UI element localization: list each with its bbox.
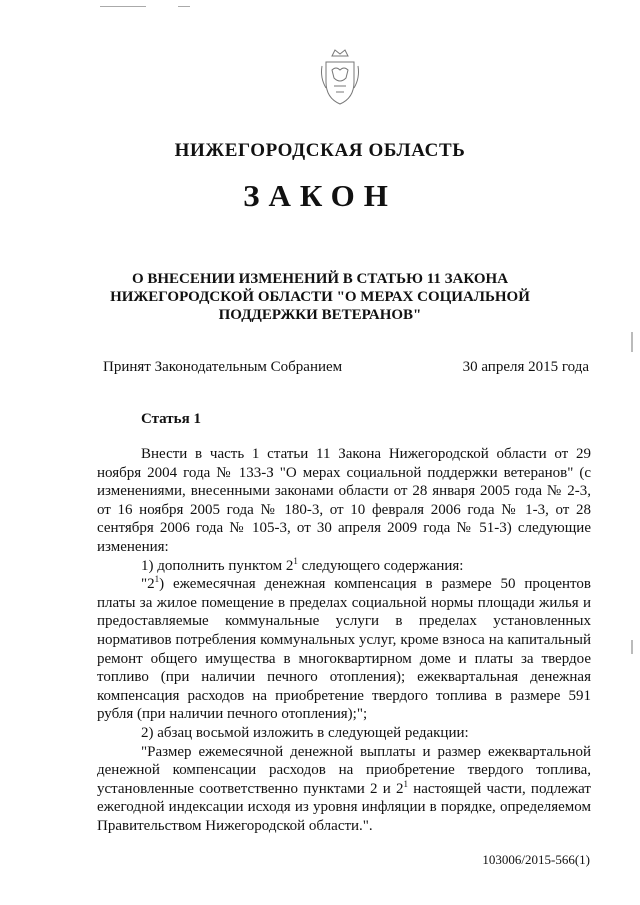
scan-mark [178,6,190,7]
subject-line: НИЖЕГОРОДСКОЙ ОБЛАСТИ "О МЕРАХ СОЦИАЛЬНОЙ [110,289,530,305]
article-item-1: 1) дополнить пунктом $2^1$ следующего содержания: [141,555,464,574]
article-body [97,445,591,835]
document-number: 103006/2015-566(1) [482,852,590,867]
coat-of-arms-emblem [318,48,362,108]
article-item-2: 2) абзац восьмой изложить в следующей редакции: [141,724,469,741]
adopted-by: Принят Законодательным Собранием [103,359,343,375]
adoption-date: 30 апреля 2015 года [462,359,589,375]
scan-mark [100,6,146,7]
subject-line: ПОДДЕРЖКИ ВЕТЕРАНОВ" [218,307,422,323]
article-title: Статья 1 [141,411,201,427]
inserted-clause: "$2^1$) ежемесячная денежная компенсация в размере 50 процентов платы за жилое помещение в пределах социальной нормы площади жилья и предоставляемые коммунальные услуги в пределах установленных нормативов потребления коммунальных услуг, кроме взноса на капитальный ремонт общего имущества в многоквартирном доме и платы за твердое топливо (при наличии печного отопления); ежеквартальная денежная компенсация расходов на приобретение твердого топлива в размере 591 рубля (при наличии печного отопления);"; [97,574,591,723]
article-intro: Внести в часть 1 статьи 11 Закона Нижегородской области от 29 ноября 2004 года № 133-З "О мерах социальной поддержки ветеранов" (с изменениями, внесенными законами области от 28 января 2005 года № 2-3, от 16 ноября 2005 года № 180-3, от 10 февраля 2006 года № 1-3, от 28 сентября 2006 года № 105-3, от 30 апреля 2009 года № 51-3) следующие изменения: [97,446,591,555]
law-subject-title [60,270,580,324]
document-type-title: ЗАКОН [243,178,397,213]
adoption-line [103,359,589,376]
subject-line: О ВНЕСЕНИИ ИЗМЕНЕНИЙ В СТАТЬЮ 11 ЗАКОНА [131,271,509,287]
new-paragraph-text: "Размер ежемесячной денежной выплаты и размер ежеквартальной денежной компенсации расходов на приобретение твердого топлива, установленные соответственно пунктами 2 и $2^1$ настоящей части, подлежат ежегодной индексации исходя из уровня инфляции в порядке, определяемом Правительством Нижегородской области.". [97,743,591,834]
region-title: НИЖЕГОРОДСКАЯ ОБЛАСТЬ [174,140,466,161]
scan-mark [631,640,633,654]
scan-mark [631,332,633,352]
